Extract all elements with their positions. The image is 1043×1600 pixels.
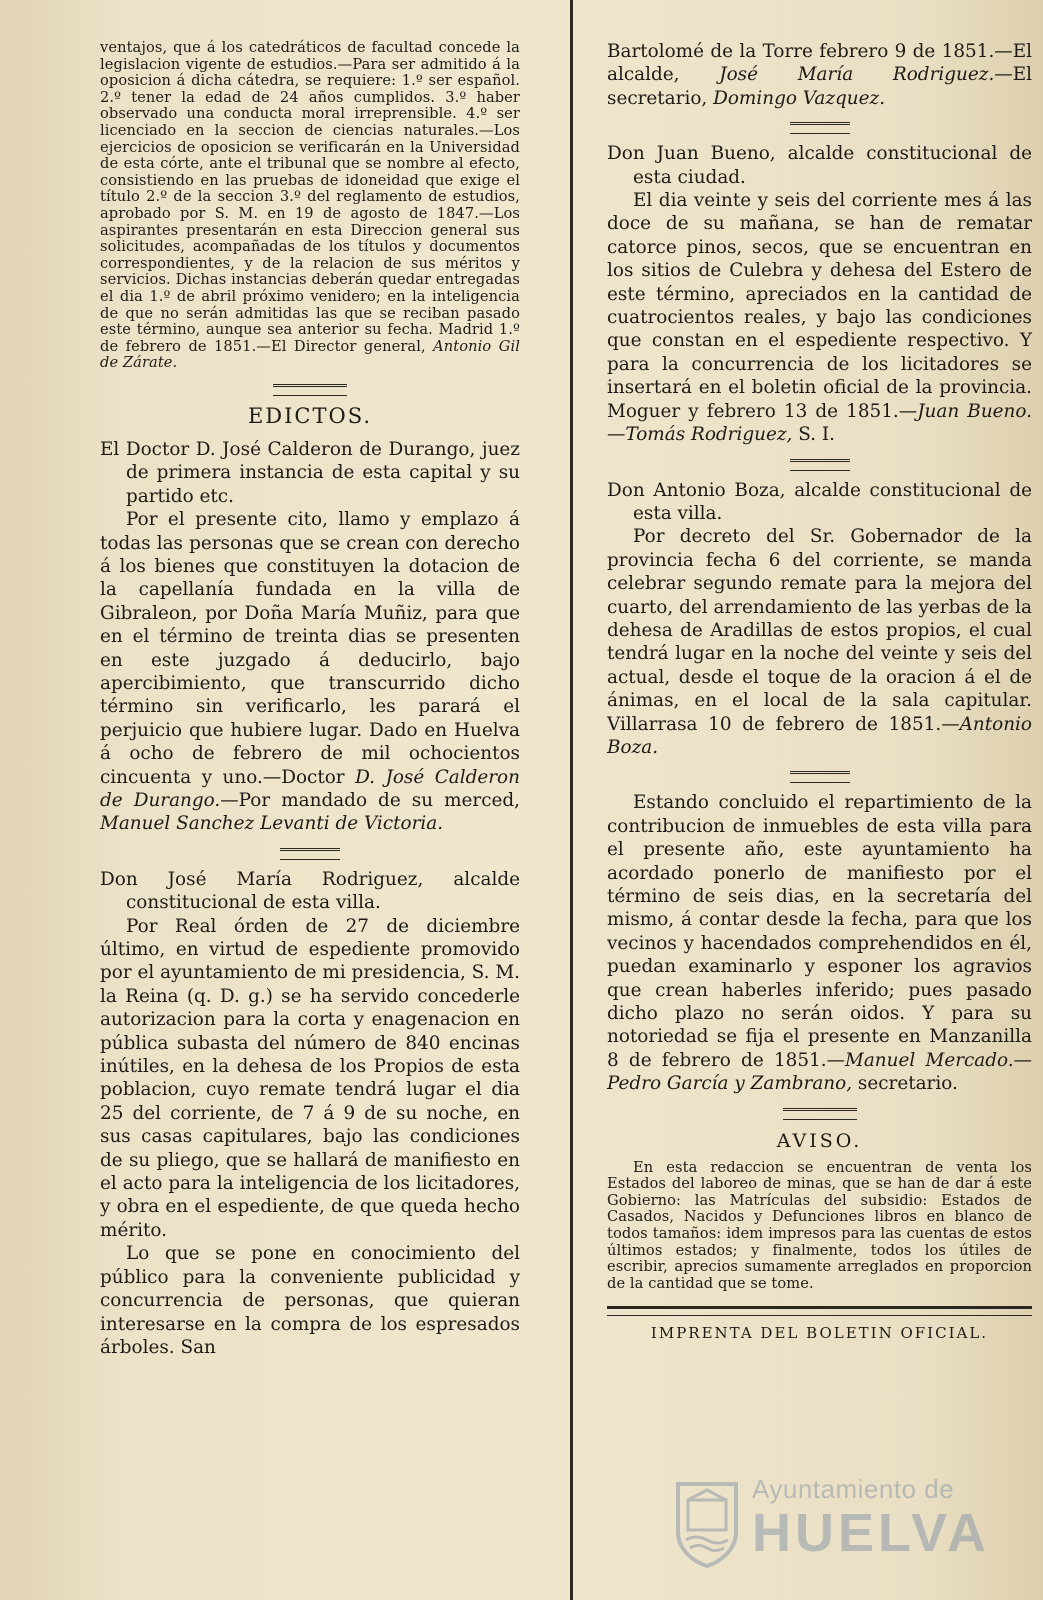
edict-divider (790, 459, 850, 471)
section-heading-edictos: EDICTOS. (247, 403, 373, 428)
right-column (607, 40, 1032, 1342)
edict-divider (790, 771, 850, 783)
edict3-header: Don Juan Bueno, alcalde constitucional de esta ciudad. (607, 143, 1032, 188)
edict3-body: El dia veinte y seis del corriente mes á las doce de su mañana, se han de rematar catorce pinos, secos, que se encuentran en los sitios de Culebra y dehesa del Estero de este término, apreciados en la cantidad de cuatrocientos reales, y bajo las condiciones que constan en el espediente respectivo. Y para la concurrencia de los licitadores se insertará en el boletin oficial de la provincia. Moguer y febrero 13 de 1851.—Juan Bueno.—Tomás Rodriguez, S. I. (607, 190, 1032, 446)
imprenta-footer: IMPRENTA DEL BOLETIN OFICIAL. (650, 1324, 989, 1343)
edict2-signature-secretary: Domingo Vazquez. (713, 87, 886, 109)
edict3-signature: Juan Bueno.—Tomás Rodriguez, (607, 400, 1032, 446)
aviso-body: En esta redaccion se encuentran de venta los Estados del laboreo de minas, que se han de dar á este Gobierno: las Matrículas del subsidio: Estados de Casados, Nacidos y Defunciones libros en blanco de todos tamaños: idem impresos para las cuentas de estos últimos estados; y finalmente, todos los útiles de escribir, aprecios sumamente arreglados en proporcion de la cantidad que se tome. (607, 1158, 1032, 1292)
column-divider (570, 0, 573, 1600)
watermark-name: Ayuntamiento de (752, 1474, 955, 1504)
edict1-signature-judge: D. José Calderon de Durango. (100, 766, 520, 811)
edict-divider (790, 122, 850, 134)
edict2-header: Don José María Rodriguez, alcalde constitucional de esta villa. (100, 868, 520, 914)
edict2-body-notice: Lo que se pone en conocimiento del público para la conveniente publicidad y concurrencia de personas, que quieran interesarse en la compra de los espresados árboles. San (100, 1243, 520, 1358)
edict4-signature: Antonio Boza. (607, 713, 1032, 758)
left-column (100, 40, 520, 1359)
edict2-signature-mayor: José María Rodriguez. (719, 64, 995, 86)
watermark-city: HUELVA (752, 1503, 990, 1563)
edict4-body: Por decreto del Sr. Gobernador de la provincia fecha 6 del corriente, se manda celebrar segundo remate para la mejora del cuarto, del arrendamiento de las yerbas de la dehesa de Aradillas de estos propios, el cual tendrá lugar en la noche del veinte y seis del actual, desde el toque de la oracion á el de ánimas, en el local de la sala capitular. Villarrasa 10 de febrero de 1851.—Antonio Boza. (607, 526, 1032, 758)
edict1-header: El Doctor D. José Calderon de Durango, juez de primera instancia de esta capital y su partido etc. (100, 438, 520, 507)
edict2-continuation: Bartolomé de la Torre febrero 9 de 1851.—El alcalde, José María Rodriguez.—El secretario, Domingo Vazquez. (607, 41, 1032, 109)
city-shield-icon (672, 1480, 742, 1568)
aviso-divider (783, 1108, 857, 1120)
edict1-signature-clerk: Manuel Sanchez Levanti de Victoria. (100, 813, 444, 835)
edict5-signature: Manuel Mercado.—Pedro García y Zambrano, (607, 1049, 1033, 1095)
archive-watermark (672, 1468, 1032, 1568)
decree-continuation: ventajos, que á los catedráticos de facultad concede la legislacion vigente de estudios.—Para ser admitido á la oposicion á dicha cátedra, se requiere: 1.º ser español. 2.º tener la edad de 24 años cumplidos. 3.º haber observado una conducta moral irreprensible. 4.º ser licenciado en la seccion de ciencias naturales.—Los ejercicios de oposicion se verificarán en la Universidad de esta córte, ante el tribunal que se nombre al efecto, consistiendo en las pruebas de idoneidad que exige el título 2.º de la seccion 3.º del reglamento de estudios, aprobado por S. M. en 19 de agosto de 1847.—Los aspirantes presentarán en esta Direccion general sus solicitudes, acompañadas de los títulos y documentos correspondientes, y de la relacion de sus méritos y servicios. Dichas instancias deberán quedar entregadas el dia 1.º de abril próximo venidero; en la inteligencia de que no serán admitidas las que se reciban pasado este término, aunque sea anterior su fecha. Madrid 1.º de febrero de 1851.—El Director general, Antonio Gil de Zárate. (100, 39, 520, 372)
aviso-heading: AVISO. (776, 1129, 863, 1152)
decree-signature: Antonio Gil de Zárate. (100, 337, 520, 372)
edict2-body: Por Real órden de 27 de diciembre último, en virtud de espediente promovido por el ayuntamiento de mi presidencia, S. M. la Reina (q. D. g.) se ha servido concederle autorizacion para la corta y enagenacion en pública subasta del número de 840 encinas inútiles, en la dehesa de los Propios de esta poblacion, cuyo remate tendrá lugar el dia 25 del corriente, de 7 á 9 de su noche, en sus casas capitulares, bajo las condiciones de su pliego, que se hallará de manifiesto en el acto para la inteligencia de los licitadores, y obra en el espediente, de que queda hecho mérito. (100, 915, 520, 1241)
edict5-body: Estando concluido el repartimiento de la contribucion de inmuebles de esta villa para el presente año, este ayuntamiento ha acordado ponerlo de manifiesto por el término de seis dias, en la secretaría del mismo, á contar desde la fecha, para que los vecinos y hacendados comprehendidos en él, puedan examinarlo y esponer los agravios que crean haberles inferido; pues pasado dicho plazo no serán oidos. Y para su notoriedad se fija el presente en Manzanilla 8 de febrero de 1851.—Manuel Mercado.—Pedro García y Zambrano, secretario. (607, 792, 1033, 1095)
edict1-body: Por el presente cito, llamo y emplazo á todas las personas que se crean con derecho á los bienes que constituyen la dotacion de la capellanía fundada en la villa de Gibraleon, por Doña María Muñiz, para que en el término de treinta dias se presenten en este juzgado á deducirlo, bajo apercibimiento, que transcurrido dicho término sin verificarlo, les parará el perjuicio que hubiere lugar. Dado en Huelva á ocho de febrero de mil ochocientos cincuenta y uno.—Doctor D. José Calderon de Durango.—Por mandado de su merced, Manuel Sanchez Levanti de Victoria. (100, 509, 521, 835)
edict4-header: Don Antonio Boza, alcalde constitucional de esta villa. (607, 479, 1032, 524)
edict-divider (280, 848, 340, 860)
section-divider (273, 384, 347, 396)
imprenta-rule (607, 1306, 1032, 1316)
